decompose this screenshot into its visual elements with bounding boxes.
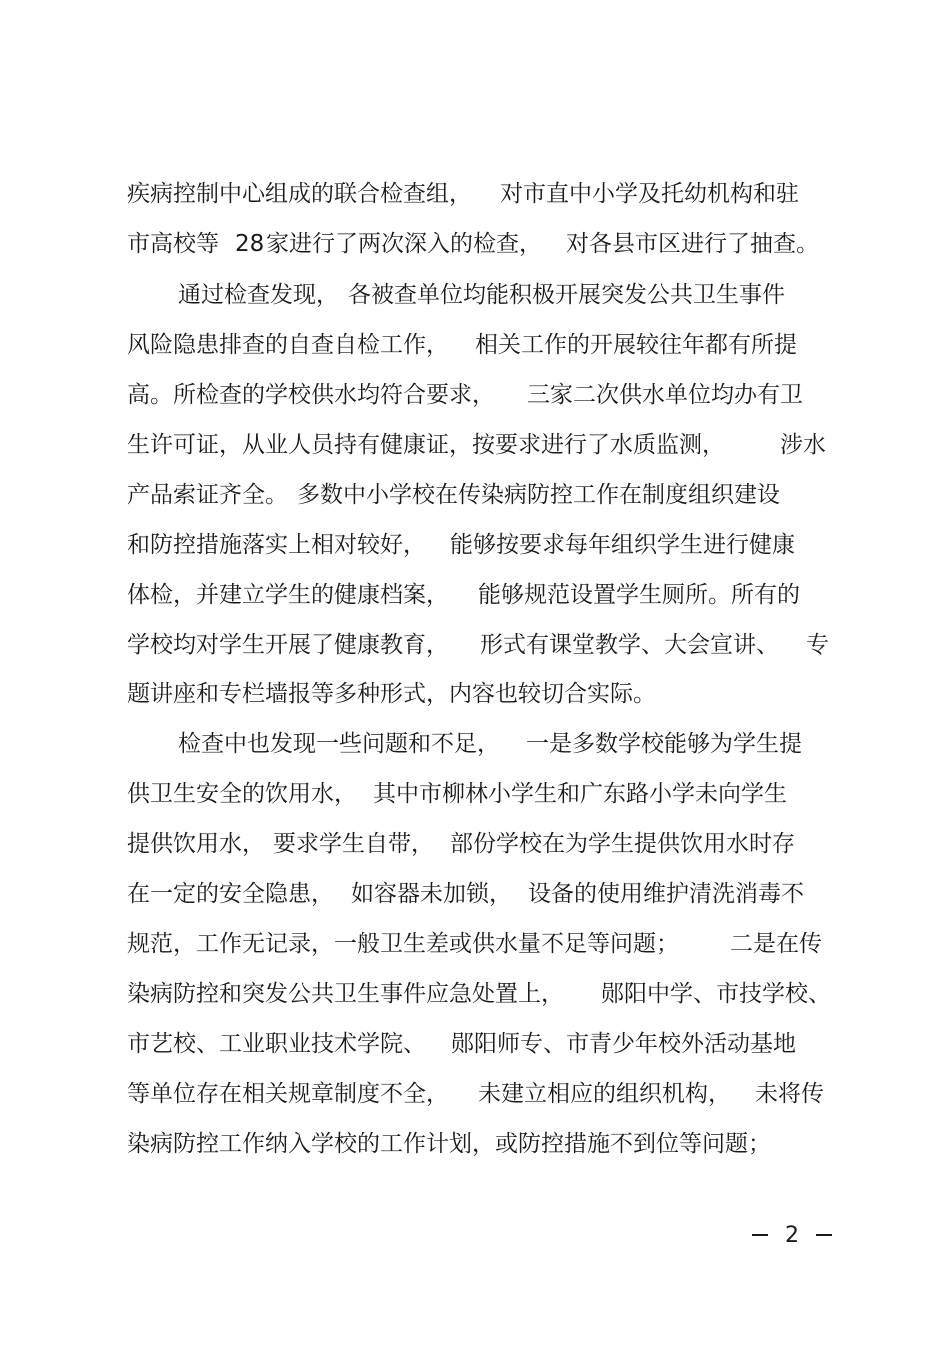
text-segment: 28 bbox=[235, 231, 265, 257]
dash-left bbox=[752, 1234, 768, 1236]
text-segment: 市艺校、工业职业技术学院、 bbox=[127, 1031, 426, 1057]
text-segment: 多数中小学校在传染病防控工作在制度组织建设 bbox=[297, 482, 780, 508]
text-segment: 各被查单位均能积极开展突发公共卫生事件 bbox=[348, 282, 785, 308]
text-segment: 提供饮用水， bbox=[127, 831, 265, 857]
text-segment: 其中市柳林小学生和广东路小学未向学生 bbox=[373, 781, 787, 807]
text-segment: 学校均对学生开展了健康教育， bbox=[127, 632, 449, 658]
text-segment: 专 bbox=[806, 632, 829, 658]
text-segment: 郧阳中学、市技学校、 bbox=[601, 981, 831, 1007]
text-segment: 未将传 bbox=[755, 1081, 824, 1107]
text-segment: 产品索证齐全。 bbox=[127, 482, 288, 508]
text-segment: 未建立相应的组织机构， bbox=[478, 1081, 731, 1107]
text-segment: 家进行了两次深入的检查， bbox=[266, 231, 542, 257]
text-segment: 高。所检查的学校供水均符合要求， bbox=[127, 382, 495, 408]
text-segment: 等单位存在相关规章制度不全， bbox=[127, 1081, 449, 1107]
text-segment: 如容器未加锁， bbox=[351, 881, 512, 907]
text-segment: 供卫生安全的饮用水， bbox=[127, 781, 357, 807]
text-segment: 一是多数学校能够为学生提 bbox=[526, 731, 802, 757]
text-segment: 染病防控和突发公共卫生事件应急处置上， bbox=[127, 981, 564, 1007]
text-segment: 相关工作的开展较往年都有所提 bbox=[475, 332, 797, 358]
text-segment: 疾病控制中心组成的联合检查组， bbox=[127, 181, 472, 207]
text-segment: 体检，并建立学生的健康档案， bbox=[127, 582, 449, 608]
text-segment: 涉水 bbox=[780, 432, 826, 458]
text-segment: 和防控措施落实上相对较好， bbox=[127, 532, 426, 558]
text-segment: 检查中也发现一些问题和不足， bbox=[178, 731, 500, 757]
text-segment: 要求学生自带， bbox=[273, 831, 434, 857]
text-segment: 设备的使用维护清洗消毒不 bbox=[528, 881, 804, 907]
text-segment: 部份学校在为学生提供饮用水时存 bbox=[450, 831, 795, 857]
text-segment: 在一定的安全隐患， bbox=[127, 881, 334, 907]
text-segment: 市高校等 bbox=[127, 231, 219, 257]
text-segment: 通过检查发现， bbox=[178, 282, 339, 308]
text-segment: 对各县市区进行了抽查。 bbox=[566, 231, 819, 257]
text-segment: 能够规范设置学生厕所。所有的 bbox=[478, 582, 800, 608]
text-segment: 风险隐患排查的自查自检工作， bbox=[127, 332, 449, 358]
text-segment: 题讲座和专栏墙报等多种形式，内容也较切合实际。 bbox=[127, 681, 656, 707]
text-segment: 能够按要求每年组织学生进行健康 bbox=[450, 532, 795, 558]
text-segment: 对市直中小学及托幼机构和驻 bbox=[500, 181, 799, 207]
text-segment: 郧阳师专、市青少年校外活动基地 bbox=[451, 1031, 796, 1057]
page-number-value: 2 bbox=[785, 1222, 799, 1248]
text-segment: 三家二次供水单位均办有卫 bbox=[527, 382, 803, 408]
text-segment: 二是在传 bbox=[730, 931, 822, 957]
text-segment: 生许可证，从业人员持有健康证，按要求进行了水质监测， bbox=[127, 432, 725, 458]
page-number bbox=[752, 1220, 832, 1250]
text-segment: 形式有课堂教学、大会宣讲、 bbox=[480, 632, 779, 658]
dash-right bbox=[816, 1234, 832, 1236]
text-line bbox=[0, 1129, 771, 1219]
text-segment: 染病防控工作纳入学校的工作计划，或防控措施不到位等问题； bbox=[127, 1131, 771, 1157]
text-segment: 规范，工作无记录，一般卫生差或供水量不足等问题； bbox=[127, 931, 679, 957]
